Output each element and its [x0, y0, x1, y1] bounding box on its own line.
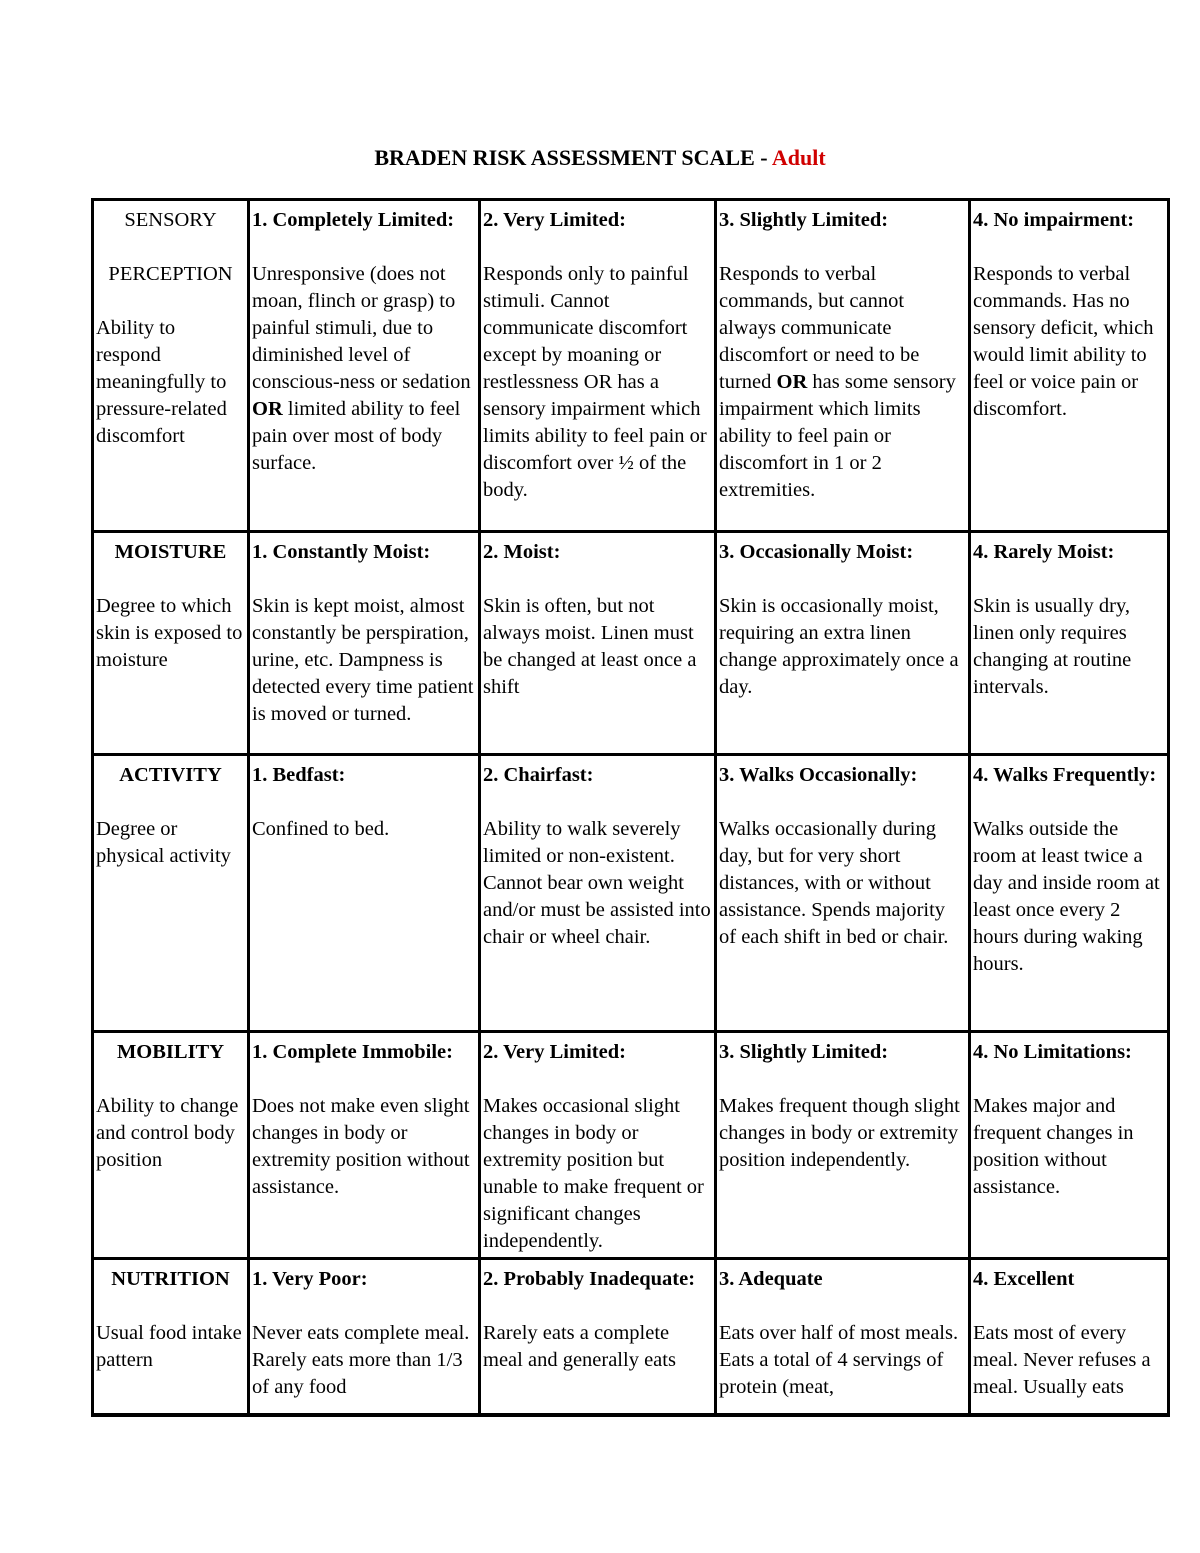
- score-heading: 3. Slightly Limited:: [719, 1041, 889, 1063]
- category-description: Ability to change and control body position: [96, 1095, 239, 1171]
- category-cell-mobility: [93, 1032, 249, 1259]
- score-description: Ability to walk severely limited or non-existent. Cannot bear own weight and/or must be assisted into chair or wheel chair.: [483, 818, 711, 948]
- braden-scale-table: [91, 198, 1170, 1417]
- score-heading: 1. Very Poor:: [252, 1268, 368, 1290]
- page-title: [0, 143, 1200, 173]
- score-heading: 2. Very Limited:: [483, 209, 626, 231]
- score-cell-mobility-4: [970, 1032, 1169, 1259]
- score-cell-nutrition-1: [249, 1259, 480, 1415]
- category-description: Degree to which skin is exposed to moisture: [96, 595, 243, 671]
- score-description: Does not make even slight changes in body or extremity position without assistance.: [252, 1095, 470, 1198]
- category-name: MOBILITY: [116, 1041, 225, 1063]
- score-description: Responds to verbal commands, but cannot always communicate discomfort or need to be turned OR has some sensory impairment which limits ability to feel pain or discomfort in 1 or 2 extremities.: [719, 263, 956, 501]
- score-description: Walks occasionally during day, but for very short distances, with or without assistance. Spends majority of each shift in bed or chair.: [719, 818, 949, 948]
- score-cell-moisture-2: [480, 532, 716, 755]
- category-description: Degree or physical activity: [96, 818, 231, 867]
- category-cell-activity: [93, 755, 249, 1032]
- score-cell-moisture-3: [716, 532, 970, 755]
- category-cell-sensory: [93, 200, 249, 532]
- score-cell-moisture-4: [970, 532, 1169, 755]
- score-cell-mobility-2: [480, 1032, 716, 1259]
- table-row-activity: [93, 755, 1169, 1032]
- score-heading: 3. Occasionally Moist:: [719, 541, 914, 563]
- score-heading: 2. Chairfast:: [483, 764, 594, 786]
- score-heading: 4. No impairment:: [973, 209, 1135, 231]
- score-heading: 1. Complete Immobile:: [252, 1041, 453, 1063]
- score-description: Eats over half of most meals. Eats a total of 4 servings of protein (meat,: [719, 1322, 959, 1398]
- score-description: Responds only to painful stimuli. Cannot communicate discomfort except by moaning or restlessness OR has a sensory impairment which limits ability to feel pain or discomfort over ½ of the body.: [483, 263, 707, 501]
- category-cell-nutrition: [93, 1259, 249, 1415]
- title-accent: Adult: [771, 145, 826, 170]
- score-cell-sensory-4: [970, 200, 1169, 532]
- score-description: Rarely eats a complete meal and generally eats: [483, 1322, 676, 1371]
- score-heading: 4. Walks Frequently:: [973, 764, 1157, 786]
- score-cell-activity-2: [480, 755, 716, 1032]
- score-description: Confined to bed.: [252, 818, 390, 840]
- score-heading: 3. Adequate: [719, 1268, 823, 1290]
- score-heading: 4. No Limitations:: [973, 1041, 1132, 1063]
- score-heading: 3. Walks Occasionally:: [719, 764, 918, 786]
- score-description: Walks outside the room at least twice a day and inside room at least once every 2 hours during waking hours.: [973, 818, 1160, 975]
- score-cell-moisture-1: [249, 532, 480, 755]
- category-description: Usual food intake pattern: [96, 1322, 242, 1371]
- category-name-2: PERCEPTION: [108, 263, 233, 285]
- category-name: NUTRITION: [111, 1268, 230, 1290]
- category-description: Ability to respond meaningfully to pressure-related discomfort: [96, 317, 227, 447]
- score-heading: 4. Excellent: [973, 1268, 1075, 1290]
- score-cell-nutrition-2: [480, 1259, 716, 1415]
- score-description: Skin is kept moist, almost constantly be perspiration, urine, etc. Dampness is detected every time patient is moved or turned.: [252, 595, 474, 725]
- score-heading: 3. Slightly Limited:: [719, 209, 889, 231]
- score-cell-sensory-3: [716, 200, 970, 532]
- category-name: SENSORY: [124, 209, 217, 231]
- score-cell-mobility-1: [249, 1032, 480, 1259]
- score-cell-activity-4: [970, 755, 1169, 1032]
- table-row-sensory: [93, 200, 1169, 532]
- category-name: MOISTURE: [114, 541, 227, 563]
- score-heading: 2. Moist:: [483, 541, 561, 563]
- score-description: Skin is often, but not always moist. Linen must be changed at least once a shift: [483, 595, 697, 698]
- score-cell-activity-3: [716, 755, 970, 1032]
- score-heading: 2. Very Limited:: [483, 1041, 626, 1063]
- category-name: ACTIVITY: [119, 764, 222, 786]
- score-heading: 1. Constantly Moist:: [252, 541, 431, 563]
- score-cell-sensory-1: [249, 200, 480, 532]
- table-row-moisture: [93, 532, 1169, 755]
- score-description: Skin is occasionally moist, requiring an extra linen change approximately once a day.: [719, 595, 959, 698]
- score-heading: 4. Rarely Moist:: [973, 541, 1115, 563]
- score-heading: 2. Probably Inadequate:: [483, 1268, 696, 1290]
- score-description: Eats most of every meal. Never refuses a meal. Usually eats: [973, 1322, 1151, 1398]
- table-row-mobility: [93, 1032, 1169, 1259]
- score-description: Skin is usually dry, linen only requires changing at routine intervals.: [973, 595, 1132, 698]
- title-main: BRADEN RISK ASSESSMENT SCALE -: [374, 145, 772, 170]
- score-cell-sensory-2: [480, 200, 716, 532]
- score-cell-mobility-3: [716, 1032, 970, 1259]
- table-row-nutrition: [93, 1259, 1169, 1415]
- score-description: Makes frequent though slight changes in body or extremity position independently.: [719, 1095, 960, 1171]
- score-description: Never eats complete meal. Rarely eats more than 1/3 of any food: [252, 1322, 470, 1398]
- score-heading: 1. Completely Limited:: [252, 209, 455, 231]
- score-cell-nutrition-3: [716, 1259, 970, 1415]
- score-heading: 1. Bedfast:: [252, 764, 346, 786]
- score-description: Makes major and frequent changes in position without assistance.: [973, 1095, 1134, 1198]
- category-cell-moisture: [93, 532, 249, 755]
- score-cell-nutrition-4: [970, 1259, 1169, 1415]
- score-description: Responds to verbal commands. Has no sensory deficit, which would limit ability to feel or voice pain or discomfort.: [973, 263, 1154, 420]
- score-description: Unresponsive (does not moan, flinch or grasp) to painful stimuli, due to diminished level of conscious-ness or sedation OR limited ability to feel pain over most of body surface.: [252, 263, 471, 474]
- score-description: Makes occasional slight changes in body or extremity position but unable to make frequent or significant changes independently.: [483, 1095, 704, 1252]
- score-cell-activity-1: [249, 755, 480, 1032]
